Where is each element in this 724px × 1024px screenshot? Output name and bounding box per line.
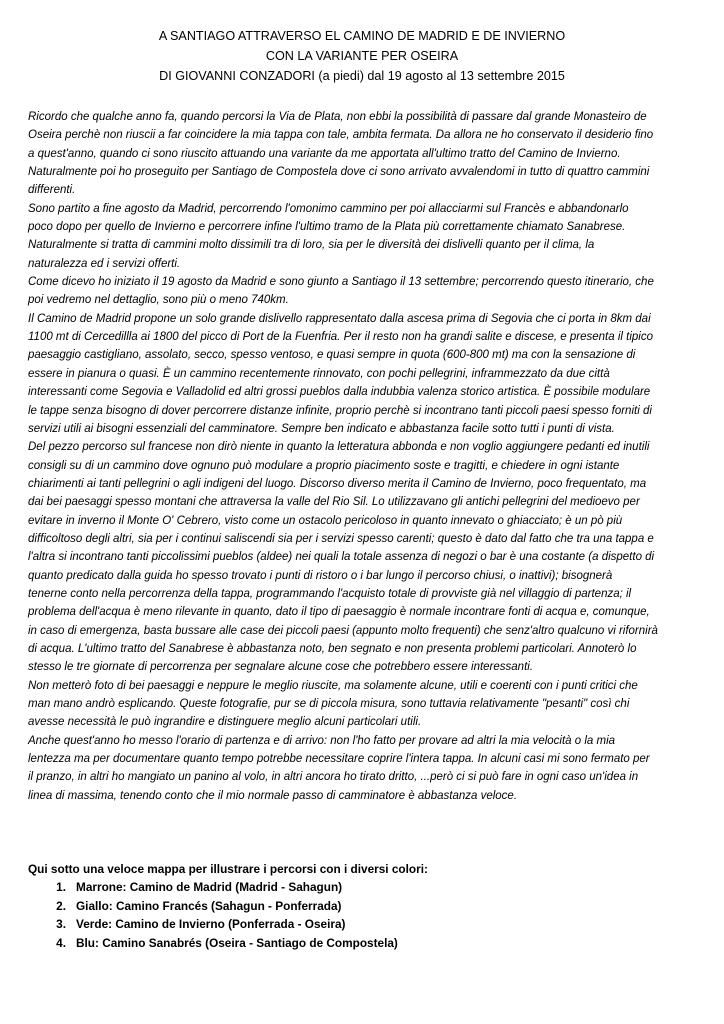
body-line: problema dell'acqua è meno rilevante in quanto, dato il tipo di paesaggio è normale incontrare fonti di acqua e, comunque,: [28, 606, 650, 619]
body-line: paesaggio castigliano, assolato, secco, spesso ventoso, e quasi sempre in quota (600-800 mt) ma con la sensazione di: [28, 349, 636, 362]
route-list: [28, 878, 704, 952]
body-line: Non metterò foto di bei paesaggi e neppure le meglio riuscite, ma solamente alcune, utili e coerenti con i punti critici che: [28, 679, 638, 692]
route-label: Marrone: Camino de Madrid (Madrid - Sahagun): [76, 880, 343, 895]
body-line: tenerne conto nella percorrenza della tappa, programmando l'acquisto totale di provviste già nel villaggio di partenza; il: [28, 587, 632, 600]
list-number: 1.: [56, 880, 66, 895]
body-line: Oseira perchè non riuscii a far coincidere la mia tappa con tale, ambita fermata. Da allora ne ho conservato il desiderio fino: [28, 129, 654, 142]
body-line: servizi utili ai bisogni essenziali del camminatore. Sempre ben indicato e abbastanza facile sotto tutti i punti di vista.: [28, 422, 615, 435]
body-line: consigli su di un cammino dove ognuno può modulare a proprio piacimento soste e tragitti, e chiedere in ogni istante: [28, 459, 620, 472]
body-line: differenti.: [28, 184, 76, 197]
route-label: Giallo: Camino Francés (Sahagun - Ponferrada): [76, 898, 342, 913]
title-line: DI GIOVANNI CONZADORI (a piedi) dal 19 agosto al 13 settembre 2015: [159, 69, 565, 83]
body-line: evitare in inverno il Monte O' Cebrero, visto come un ostacolo pericoloso in quanto innevato o ghiacciato; è un pò più: [28, 514, 623, 527]
map-intro: Qui sotto una veloce mappa per illustrare i percorsi con i diversi colori:: [28, 862, 428, 876]
body-line: Sono partito a fine agosto da Madrid, percorrendo l'omonimo cammino per poi allacciarmi sul Francès e abbandonarlo: [28, 202, 629, 215]
body-line: Il Camino de Madrid propone un solo grande dislivello rappresentato dalla ascesa prima di Segovia che ci porta in 8km dai: [28, 312, 651, 325]
body-line: lentezza ma per documentare quanto tempo potrebbe necessitare coprire l'intera tappa. In alcuni casi mi sono fermato per: [28, 753, 650, 766]
body-line: in caso di emergenza, basta bussare alle case dei piccoli paesi (appunto molto frequenti) che senz'altro qualcuno vi rifornirà: [28, 624, 658, 637]
body-line: essere in pianura o quasi. È un cammino recentemente rinnovato, con pochi pellegrini, inframmezzato da due città: [28, 367, 610, 380]
body-line: poi vedremo nel dettaglio, sono più o meno 740km.: [28, 294, 289, 307]
body-line: quanto predicato dalla guida ho spesso trovato i punti di ristoro o i bar lungo il percorso chiusi, o inattivi); bisognerà: [28, 569, 613, 582]
body-line: Naturalmente poi ho proseguito per Santiago de Compostela dove ci sono arrivato avvalendomi in tutto di quattro cammini: [28, 166, 650, 179]
body-line: il pranzo, in altri ho mangiato un panino al volo, in altri ancora ho tirato dritto, ...però ci si può fare in ogni caso un'idea in: [28, 771, 639, 784]
route-item: [28, 934, 704, 952]
body-line: l'altra si incontrano tanti piccolissimi pueblos (aldee) nei quali la totale assenza di negozi o bar è una costante (a dispetto di: [28, 551, 655, 564]
body-line: 1100 mt di Cercedillla ai 1800 del picco di Port de la Fuenfria. Per il resto non ha grandi salite e discese, e presenta il tipico: [28, 331, 653, 344]
body-line: Anche quest'anno ho messo l'orario di partenza e di arrivo: non l'ho fatto per provare ad altri la mia velocità o la mia: [28, 734, 616, 747]
body-line: a quest'anno, quando ci sono riuscito attuando una variante da me apportata all'ultimo tratto del Camino de Invierno.: [28, 147, 621, 160]
list-number: 4.: [56, 935, 66, 950]
body-line: Naturalmente si tratta di cammini molto dissimili tra di loro, sia per le diversità dei dislivelli quanto per il clima, la: [28, 239, 595, 252]
body-line: man mano andrò esplicando. Queste fotografie, pur se di piccola misura, sono tuttavia relativamente "pesanti" così chi: [28, 698, 630, 710]
body-line: Del pezzo percorso sul francese non dirò niente in quanto la letteratura abbonda e non voglio aggiungere pedanti ed inutili: [28, 441, 650, 454]
body-line: difficoltoso degli altri, sia per i continui saliscendi sia per i servizi spesso carenti; questo è dato dal fatto che tra una tappa e: [28, 532, 654, 545]
body-line: chiarimenti ai tanti pellegrini o agli indigeni del luogo. Discorso diverso merita il Camino de Invierno, poco frequentato, ma: [28, 477, 647, 490]
map-legend-section: [28, 860, 704, 952]
body-line: linea di massima, tenendo conto che il mio normale passo di camminatore è abbastanza veloce.: [28, 789, 518, 802]
route-label: Blu: Camino Sanabrés (Oseira - Santiago de Compostela): [76, 935, 398, 950]
body-line: naturalezza ed i servizi offerti.: [28, 257, 181, 270]
body-line: avesse necessità le può ingrandire e distinguere meglio alcuni particolari utili.: [28, 716, 422, 729]
body-line: Ricordo che qualche anno fa, quando percorsi la Via de Plata, non ebbi la possibilità di passare dal grande Monasteiro de: [28, 111, 647, 123]
body-line: stesso le tre giornate di percorrenza per segnalare alcune cose che potrebbero essere interessanti.: [28, 661, 534, 674]
body-line: le tappe senza bisogno di dover percorrere distanze infinite, proprio perchè si incontrano tanti piccoli paesi spesso forniti di: [28, 404, 652, 417]
document-title: [0, 26, 724, 86]
route-item: [28, 878, 704, 896]
body-line: dai bei paesaggi spesso montani che attraversa la valle del Rio Sil. Lo utilizzavano gli antichi pellegrini del medioevo per: [28, 496, 640, 509]
body-line: poco dopo per quello de Invierno e percorrere infine l'ultimo tramo de la Plata più correttamente chiamato Sanabrese.: [28, 221, 626, 234]
body-line: di acqua. L'ultimo tratto del Sanabrese è abbastanza noto, ben segnato e non presenta problemi particolari. Annoterò lo: [28, 642, 637, 655]
title-line: A SANTIAGO ATTRAVERSO EL CAMINO DE MADRID E DE INVIERNO: [158, 29, 566, 43]
route-item: [28, 915, 704, 933]
body-text: [28, 108, 704, 805]
route-item: [28, 897, 704, 915]
route-label: Verde: Camino de Invierno (Ponferrada - Oseira): [76, 917, 346, 932]
list-number: 3.: [56, 917, 66, 932]
body-line: Come dicevo ho iniziato il 19 agosto da Madrid e sono giunto a Santiago il 13 settembre; percorrendo questo itinerario, che: [28, 276, 654, 289]
body-line: interessanti come Segovia e Valladolid ed altri grossi pueblos dalla indubbia valenza storico artistica. È possibile modulare: [28, 386, 651, 399]
list-number: 2.: [56, 898, 66, 913]
title-line: CON LA VARIANTE PER OSEIRA: [265, 49, 459, 63]
